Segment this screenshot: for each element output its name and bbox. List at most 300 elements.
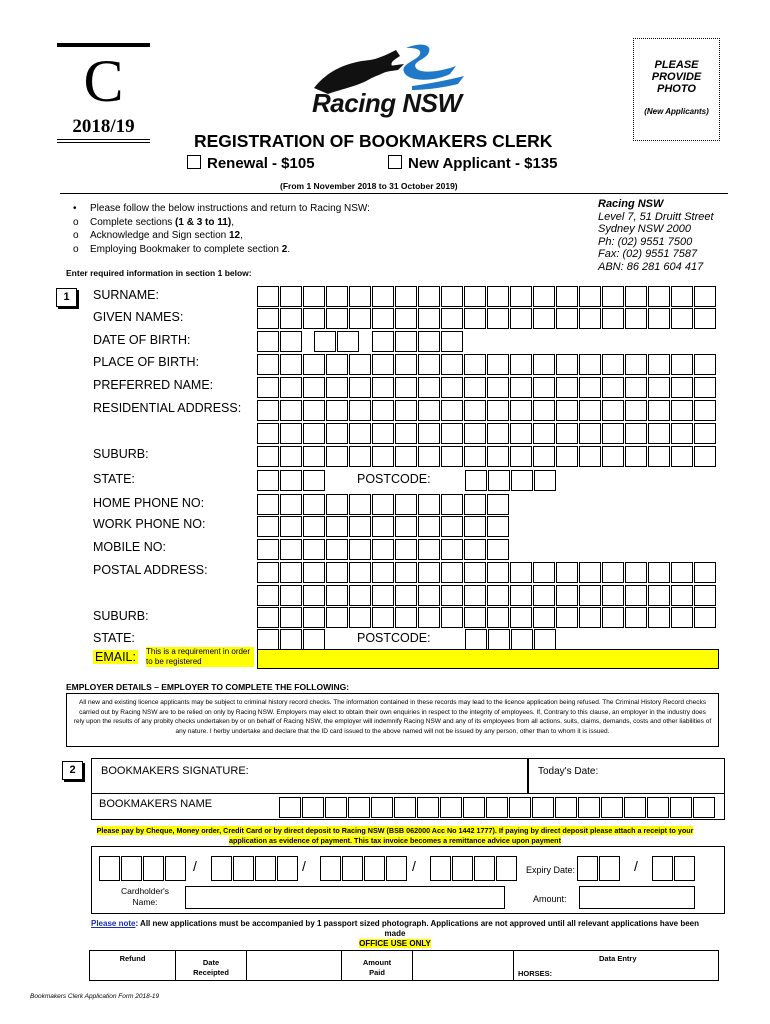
char-box[interactable] (487, 607, 509, 628)
char-box[interactable] (395, 286, 417, 307)
char-box[interactable] (602, 308, 624, 329)
char-box[interactable] (487, 516, 509, 537)
char-box[interactable] (464, 494, 486, 515)
residential-address-boxes-1[interactable] (257, 400, 717, 421)
char-box[interactable] (464, 562, 486, 583)
char-box[interactable] (671, 377, 693, 398)
char-box[interactable] (510, 446, 532, 467)
char-box[interactable] (694, 308, 716, 329)
char-box[interactable] (372, 354, 394, 375)
home-phone-boxes[interactable] (257, 494, 510, 515)
char-box[interactable] (464, 446, 486, 467)
char-box[interactable] (579, 446, 601, 467)
char-box[interactable] (648, 446, 670, 467)
char-box[interactable] (418, 539, 440, 560)
char-box[interactable] (257, 494, 279, 515)
char-box[interactable] (441, 446, 463, 467)
char-box[interactable] (303, 470, 325, 491)
char-box[interactable] (510, 423, 532, 444)
char-box[interactable] (257, 423, 279, 444)
char-box[interactable] (464, 286, 486, 307)
char-box[interactable] (418, 585, 440, 606)
char-box[interactable] (694, 446, 716, 467)
char-box[interactable] (280, 354, 302, 375)
renewal-option[interactable] (187, 155, 315, 172)
char-box[interactable] (326, 516, 348, 537)
char-box[interactable] (372, 377, 394, 398)
char-box[interactable] (694, 400, 716, 421)
char-box[interactable] (671, 286, 693, 307)
new-applicant-option[interactable] (388, 155, 558, 172)
char-box[interactable] (349, 607, 371, 628)
char-box[interactable] (349, 516, 371, 537)
char-box[interactable] (418, 446, 440, 467)
char-box[interactable] (625, 607, 647, 628)
postal-address-boxes-1[interactable] (257, 562, 717, 583)
photo-line-3: PHOTO (657, 83, 696, 95)
char-box[interactable] (602, 423, 624, 444)
char-box[interactable] (441, 539, 463, 560)
char-box[interactable] (510, 607, 532, 628)
dob-year-boxes[interactable] (372, 331, 464, 352)
char-box[interactable] (510, 308, 532, 329)
char-box[interactable] (510, 400, 532, 421)
char-box[interactable] (464, 539, 486, 560)
preferred-name-boxes[interactable] (257, 377, 717, 398)
work-phone-boxes[interactable] (257, 516, 510, 537)
char-box[interactable] (280, 607, 302, 628)
char-box[interactable] (602, 354, 624, 375)
char-box[interactable] (602, 286, 624, 307)
char-box[interactable] (395, 562, 417, 583)
char-box[interactable] (602, 400, 624, 421)
char-box[interactable] (280, 494, 302, 515)
char-box[interactable] (395, 354, 417, 375)
char-box[interactable] (648, 308, 670, 329)
postal-address-label: POSTAL ADDRESS: (93, 563, 208, 577)
char-box[interactable] (602, 446, 624, 467)
char-box[interactable] (303, 629, 325, 650)
char-box[interactable] (257, 470, 279, 491)
photo-line-2: PROVIDE (651, 71, 702, 83)
char-box[interactable] (337, 331, 359, 352)
char-box[interactable] (671, 400, 693, 421)
char-box[interactable] (579, 400, 601, 421)
char-box[interactable] (533, 585, 555, 606)
photo-line-1: PLEASE (654, 59, 699, 71)
char-box[interactable] (395, 423, 417, 444)
char-box[interactable] (556, 446, 578, 467)
char-box[interactable] (441, 423, 463, 444)
residential-address-label: RESIDENTIAL ADDRESS: (93, 401, 242, 415)
char-box[interactable] (418, 607, 440, 628)
char-box[interactable] (349, 400, 371, 421)
char-box[interactable] (395, 585, 417, 606)
char-box[interactable] (257, 446, 279, 467)
new-applicant-checkbox[interactable] (388, 155, 402, 169)
char-box[interactable] (280, 516, 302, 537)
dob-day-boxes[interactable] (257, 331, 303, 352)
char-box[interactable] (349, 286, 371, 307)
char-box[interactable] (326, 562, 348, 583)
card-slash-2: / (302, 858, 306, 874)
char-box[interactable] (372, 516, 394, 537)
char-box[interactable] (441, 607, 463, 628)
char-box[interactable] (303, 562, 325, 583)
char-box[interactable] (326, 400, 348, 421)
char-box[interactable] (257, 516, 279, 537)
char-box[interactable] (533, 377, 555, 398)
char-box[interactable] (418, 377, 440, 398)
char-box[interactable] (441, 354, 463, 375)
char-box[interactable] (257, 629, 279, 650)
char-box[interactable] (694, 377, 716, 398)
char-box[interactable] (441, 308, 463, 329)
char-box[interactable] (511, 629, 533, 650)
char-box[interactable] (303, 607, 325, 628)
char-box[interactable] (441, 494, 463, 515)
char-box[interactable] (418, 400, 440, 421)
char-box[interactable] (510, 585, 532, 606)
cardholder-field[interactable] (185, 886, 505, 909)
char-box[interactable] (534, 470, 556, 491)
char-box[interactable] (671, 562, 693, 583)
char-box[interactable] (395, 516, 417, 537)
char-box[interactable] (372, 286, 394, 307)
char-box[interactable] (487, 423, 509, 444)
form-title: REGISTRATION OF BOOKMAKERS CLERK (194, 131, 553, 151)
char-box[interactable] (464, 377, 486, 398)
char-box[interactable] (441, 377, 463, 398)
email-label: EMAIL: (95, 650, 136, 664)
char-box[interactable] (303, 516, 325, 537)
char-box[interactable] (326, 286, 348, 307)
residential-address-boxes-2[interactable] (257, 423, 717, 444)
char-box[interactable] (579, 585, 601, 606)
char-box[interactable] (441, 331, 463, 352)
char-box[interactable] (280, 423, 302, 444)
char-box[interactable] (602, 377, 624, 398)
char-box[interactable] (314, 331, 336, 352)
char-box[interactable] (303, 539, 325, 560)
char-box[interactable] (418, 516, 440, 537)
char-box[interactable] (395, 494, 417, 515)
char-box[interactable] (694, 607, 716, 628)
char-box[interactable] (349, 562, 371, 583)
char-box[interactable] (671, 354, 693, 375)
address-phone: Ph: (02) 9551 7500 (598, 235, 693, 248)
char-box[interactable] (395, 400, 417, 421)
char-box[interactable] (556, 423, 578, 444)
char-box[interactable] (579, 423, 601, 444)
char-box[interactable] (648, 354, 670, 375)
char-box[interactable] (464, 354, 486, 375)
char-box[interactable] (648, 423, 670, 444)
char-box[interactable] (556, 286, 578, 307)
char-box[interactable] (303, 494, 325, 515)
char-box[interactable] (625, 446, 647, 467)
state-label-2: STATE: (93, 631, 135, 645)
char-box[interactable] (487, 562, 509, 583)
char-box[interactable] (511, 470, 533, 491)
char-box[interactable] (625, 308, 647, 329)
char-box[interactable] (257, 354, 279, 375)
char-box[interactable] (625, 377, 647, 398)
char-box[interactable] (372, 494, 394, 515)
char-box[interactable] (533, 423, 555, 444)
char-box[interactable] (556, 354, 578, 375)
char-box[interactable] (579, 286, 601, 307)
char-box[interactable] (510, 354, 532, 375)
char-box[interactable] (441, 516, 463, 537)
place-of-birth-boxes[interactable] (257, 354, 717, 375)
char-box[interactable] (326, 585, 348, 606)
char-box[interactable] (488, 470, 510, 491)
char-box[interactable] (418, 286, 440, 307)
char-box[interactable] (395, 308, 417, 329)
surname-boxes[interactable] (257, 286, 717, 307)
char-box[interactable] (464, 400, 486, 421)
char-box[interactable] (257, 400, 279, 421)
char-box[interactable] (326, 377, 348, 398)
char-box[interactable] (257, 562, 279, 583)
char-box[interactable] (303, 423, 325, 444)
char-box[interactable] (579, 562, 601, 583)
char-box[interactable] (372, 446, 394, 467)
char-box[interactable] (372, 331, 394, 352)
char-box[interactable] (441, 562, 463, 583)
char-box[interactable] (487, 585, 509, 606)
char-box[interactable] (372, 400, 394, 421)
char-box[interactable] (257, 308, 279, 329)
char-box[interactable] (671, 308, 693, 329)
char-box[interactable] (395, 331, 417, 352)
char-box[interactable] (280, 470, 302, 491)
char-box[interactable] (625, 423, 647, 444)
char-box[interactable] (257, 539, 279, 560)
char-box[interactable] (487, 494, 509, 515)
char-box[interactable] (257, 331, 279, 352)
suburb-boxes-2[interactable] (257, 607, 717, 628)
char-box[interactable] (556, 562, 578, 583)
char-box[interactable] (349, 585, 371, 606)
char-box[interactable] (441, 286, 463, 307)
char-box[interactable] (694, 585, 716, 606)
char-box[interactable] (372, 562, 394, 583)
postal-address-boxes-2[interactable] (257, 585, 717, 606)
char-box[interactable] (556, 607, 578, 628)
char-box[interactable] (326, 446, 348, 467)
given-names-boxes[interactable] (257, 308, 717, 329)
char-box[interactable] (602, 562, 624, 583)
email-field[interactable] (257, 649, 719, 669)
char-box[interactable] (625, 286, 647, 307)
char-box[interactable] (303, 400, 325, 421)
char-box[interactable] (326, 494, 348, 515)
char-box[interactable] (395, 607, 417, 628)
char-box[interactable] (441, 400, 463, 421)
char-box[interactable] (372, 308, 394, 329)
char-box[interactable] (625, 354, 647, 375)
char-box[interactable] (349, 377, 371, 398)
char-box[interactable] (280, 446, 302, 467)
char-box[interactable] (280, 629, 302, 650)
char-box[interactable] (372, 423, 394, 444)
char-box[interactable] (280, 308, 302, 329)
char-box[interactable] (487, 354, 509, 375)
char-box[interactable] (533, 607, 555, 628)
char-box[interactable] (671, 585, 693, 606)
char-box[interactable] (648, 377, 670, 398)
char-box[interactable] (464, 308, 486, 329)
char-box[interactable] (464, 516, 486, 537)
char-box[interactable] (280, 377, 302, 398)
char-box[interactable] (395, 539, 417, 560)
char-box[interactable] (257, 286, 279, 307)
char-box[interactable] (418, 308, 440, 329)
char-box[interactable] (418, 423, 440, 444)
char-box[interactable] (464, 585, 486, 606)
char-box[interactable] (671, 446, 693, 467)
char-box[interactable] (280, 562, 302, 583)
char-box[interactable] (648, 607, 670, 628)
char-box[interactable] (418, 494, 440, 515)
char-box[interactable] (671, 607, 693, 628)
char-box[interactable] (487, 539, 509, 560)
char-box[interactable] (326, 423, 348, 444)
char-box[interactable] (303, 286, 325, 307)
char-box[interactable] (326, 539, 348, 560)
char-box[interactable] (625, 585, 647, 606)
char-box[interactable] (303, 354, 325, 375)
char-box[interactable] (579, 354, 601, 375)
char-box[interactable] (418, 562, 440, 583)
char-box[interactable] (556, 585, 578, 606)
state-boxes-2[interactable] (257, 629, 326, 650)
char-box[interactable] (303, 585, 325, 606)
char-box[interactable] (487, 308, 509, 329)
char-box[interactable] (487, 446, 509, 467)
char-box[interactable] (257, 607, 279, 628)
char-box[interactable] (349, 423, 371, 444)
char-box[interactable] (418, 354, 440, 375)
licence-period: (From 1 November 2018 to 31 October 2019) (280, 181, 458, 191)
char-box[interactable] (648, 286, 670, 307)
char-box[interactable] (533, 446, 555, 467)
char-box[interactable] (395, 377, 417, 398)
address-line-2: Sydney NSW 2000 (598, 223, 691, 236)
char-box[interactable] (465, 470, 487, 491)
char-box[interactable] (602, 607, 624, 628)
char-box[interactable] (579, 607, 601, 628)
char-box[interactable] (280, 400, 302, 421)
char-box[interactable] (556, 400, 578, 421)
char-box[interactable] (534, 629, 556, 650)
char-box[interactable] (465, 629, 487, 650)
renewal-checkbox[interactable] (187, 155, 201, 169)
char-box[interactable] (510, 286, 532, 307)
instruction-item-2: o Acknowledge and Sign section 12, (73, 230, 243, 241)
char-box[interactable] (395, 446, 417, 467)
char-box[interactable] (556, 308, 578, 329)
char-box[interactable] (488, 629, 510, 650)
mobile-boxes[interactable] (257, 539, 510, 560)
char-box[interactable] (648, 585, 670, 606)
char-box[interactable] (533, 400, 555, 421)
char-box[interactable] (349, 494, 371, 515)
char-box[interactable] (694, 423, 716, 444)
char-box[interactable] (349, 354, 371, 375)
postcode-boxes[interactable] (465, 470, 557, 491)
char-box[interactable] (625, 400, 647, 421)
amount-field[interactable] (579, 886, 695, 909)
char-box[interactable] (625, 562, 647, 583)
state-label: STATE: (93, 472, 135, 486)
char-box[interactable] (326, 308, 348, 329)
char-box[interactable] (280, 331, 302, 352)
char-box[interactable] (579, 377, 601, 398)
char-box[interactable] (671, 423, 693, 444)
char-box[interactable] (694, 562, 716, 583)
char-box[interactable] (648, 400, 670, 421)
dob-month-boxes[interactable] (314, 331, 360, 352)
char-box[interactable] (349, 446, 371, 467)
char-box[interactable] (280, 286, 302, 307)
char-box[interactable] (533, 286, 555, 307)
char-box[interactable] (441, 585, 463, 606)
char-box[interactable] (579, 308, 601, 329)
char-box[interactable] (303, 446, 325, 467)
char-box[interactable] (464, 423, 486, 444)
char-box[interactable] (464, 607, 486, 628)
char-box[interactable] (303, 308, 325, 329)
char-box[interactable] (487, 286, 509, 307)
photo-box[interactable] (633, 38, 720, 141)
char-box[interactable] (556, 377, 578, 398)
char-box[interactable] (533, 354, 555, 375)
char-box[interactable] (326, 607, 348, 628)
char-box[interactable] (418, 331, 440, 352)
char-box[interactable] (303, 377, 325, 398)
postcode-boxes-2[interactable] (465, 629, 557, 650)
char-box[interactable] (280, 539, 302, 560)
char-box[interactable] (533, 308, 555, 329)
char-box[interactable] (694, 286, 716, 307)
suburb-label-2: SUBURB: (93, 609, 149, 623)
char-box[interactable] (510, 562, 532, 583)
char-box[interactable] (694, 354, 716, 375)
char-box[interactable] (280, 585, 302, 606)
state-boxes[interactable] (257, 470, 326, 491)
char-box[interactable] (487, 400, 509, 421)
home-phone-label: HOME PHONE NO: (93, 496, 205, 510)
char-box[interactable] (349, 308, 371, 329)
char-box[interactable] (533, 562, 555, 583)
char-box[interactable] (257, 377, 279, 398)
char-box[interactable] (487, 377, 509, 398)
char-box[interactable] (349, 539, 371, 560)
char-box[interactable] (326, 354, 348, 375)
suburb-boxes[interactable] (257, 446, 717, 467)
char-box[interactable] (257, 585, 279, 606)
char-box[interactable] (510, 377, 532, 398)
char-box[interactable] (648, 562, 670, 583)
char-box[interactable] (372, 607, 394, 628)
char-box[interactable] (602, 585, 624, 606)
char-box[interactable] (372, 539, 394, 560)
postcode-label: POSTCODE: (357, 472, 431, 486)
char-box[interactable] (372, 585, 394, 606)
